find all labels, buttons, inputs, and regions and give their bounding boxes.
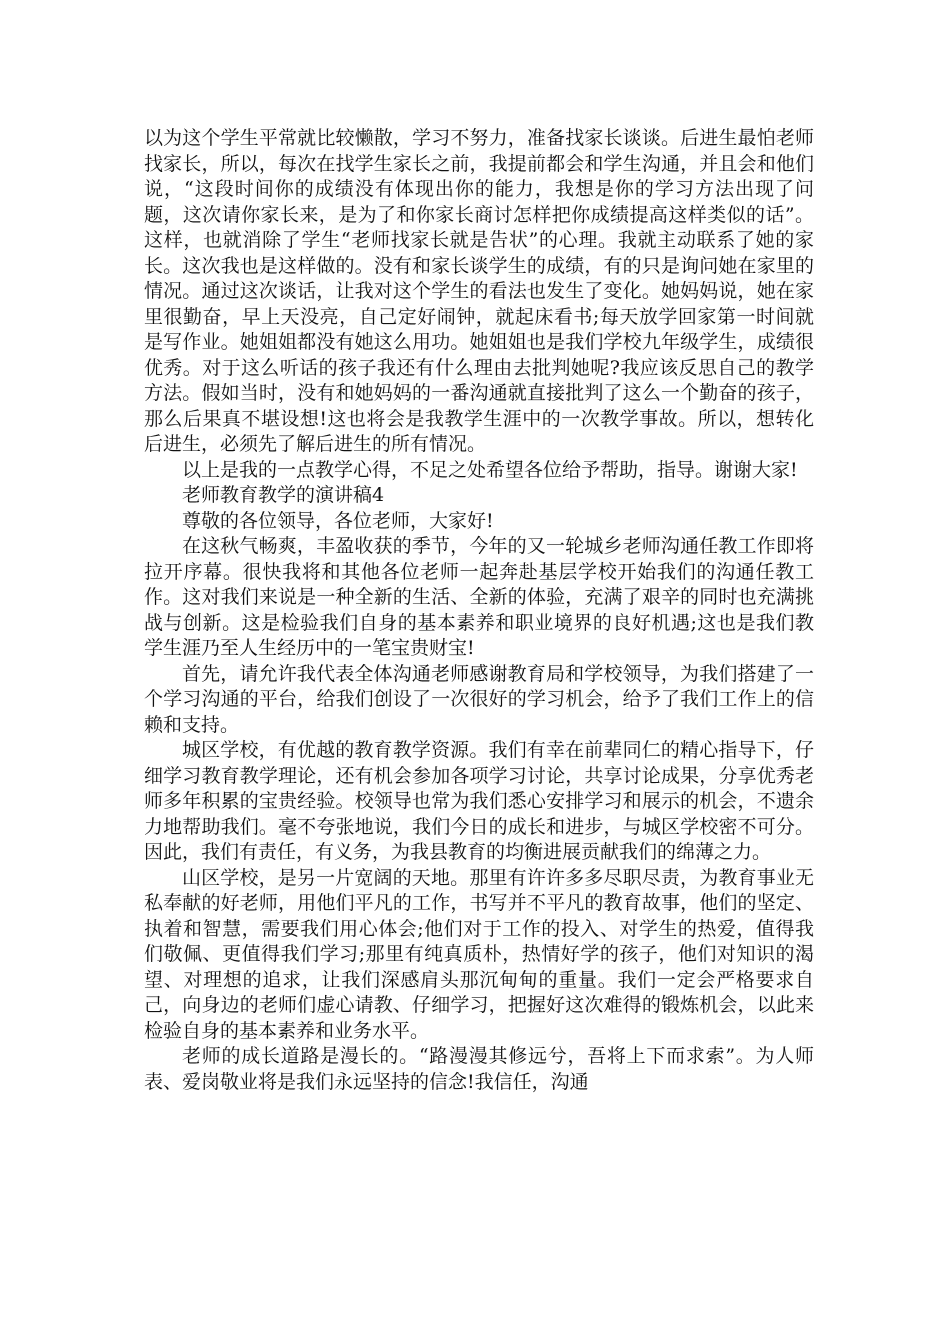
paragraph-5: 在这秋气畅爽，丰盈收获的季节，今年的又一轮城乡老师沟通任教工作即将拉开序幕。很快我将和其他各位老师一起奔赴基层学校开始我们的沟通任教工作。这对我们来说是一种全新的生活、全新的体验，充满了艰辛的同时也充满挑战与创新。这是检验我们自身的基本素养和职业境界的良好机遇;这也是我们教学生涯乃至人生经历中的一笔宝贵财宝! (144, 535, 814, 659)
greeting: 尊敬的各位领导，各位老师，大家好! (182, 509, 494, 532)
paragraph-2: 以上是我的一点教学心得，不足之处希望各位给予帮助，指导。谢谢大家! (182, 458, 798, 481)
document-page (144, 126, 814, 1095)
paragraph-8: 山区学校，是另一片宽阔的天地。那里有许许多多尽职尽责，为教育事业无私奉献的好老师，用他们平凡的工作，书写并不平凡的教育故事，他们的坚定、执着和智慧，需要我们用心体会;他们对于工作的投入、对学生的热爱，值得我们敬佩、更值得我们学习;那里有纯真质朴，热情好学的孩子，他们对知识的渴望、对理想的追求，让我们深感肩头那沉甸甸的重量。我们一定会严格要求自己，向身边的老师们虚心请教、仔细学习，把握好这次难得的锻炼机会，以此来检验自身的基本素养和业务水平。 (144, 866, 814, 1042)
paragraph-9: 老师的成长道路是漫长的。“路漫漫其修远兮，吾将上下而求索”。为人师表、爱岗敬业将是我们永远坚持的信念!我信任，沟通 (144, 1045, 814, 1093)
paragraph-6: 首先，请允许我代表全体沟通老师感谢教育局和学校领导，为我们搭建了一个学习沟通的平台，给我们创设了一次很好的学习机会，给予了我们工作上的信赖和支持。 (144, 662, 814, 736)
section-title: 老师教育教学的演讲稿4 (182, 484, 385, 506)
paragraph-7: 城区学校，有优越的教育教学资源。我们有幸在前辈同仁的精心指导下，仔细学习教育教学理论，还有机会参加各项学习讨论，共享讨论成果，分享优秀老师多年积累的宝贵经验。校领导也常为我们悉心安排学习和展示的机会，不遗余力地帮助我们。毫不夸张地说，我们今日的成长和进步，与城区学校密不可分。因此，我们有责任，有义务，为我县教育的均衡进展贡献我们的绵薄之力。 (144, 739, 814, 863)
paragraph-1: 以为这个学生平常就比较懒散，学习不努力，准备找家长谈谈。后进生最怕老师找家长，所以，每次在找学生家长之前，我提前都会和学生沟通，并且会和他们说，“这段时间你的成绩没有体现出你的能力，我想是你的学习方法出现了问题，这次请你家长来，是为了和你家长商讨怎样把你成绩提高这样类似的话”。这样，也就消除了学生“老师找家长就是告状”的心理。我就主动联系了她的家长。这次我也是这样做的。没有和家长谈学生的成绩，有的只是询问她在家里的情况。通过这次谈话，让我对这个学生的看法也发生了变化。她妈妈说，她在家里很勤奋，早上天没亮，自己定好闹钟，就起床看书;每天放学回家第一时间就是写作业。她姐姐都没有她这么用功。她姐姐也是我们学校九年级学生，成绩很优秀。对于这么听话的孩子我还有什么理由去批判她呢?我应该反思自己的教学方法。假如当时，没有和她妈妈的一番沟通就直接批判了这么一个勤奋的孩子，那么后果真不堪设想!这也将会是我教学生涯中的一次教学事故。所以，想转化后进生，必须先了解后进生的所有情况。 (144, 127, 814, 455)
